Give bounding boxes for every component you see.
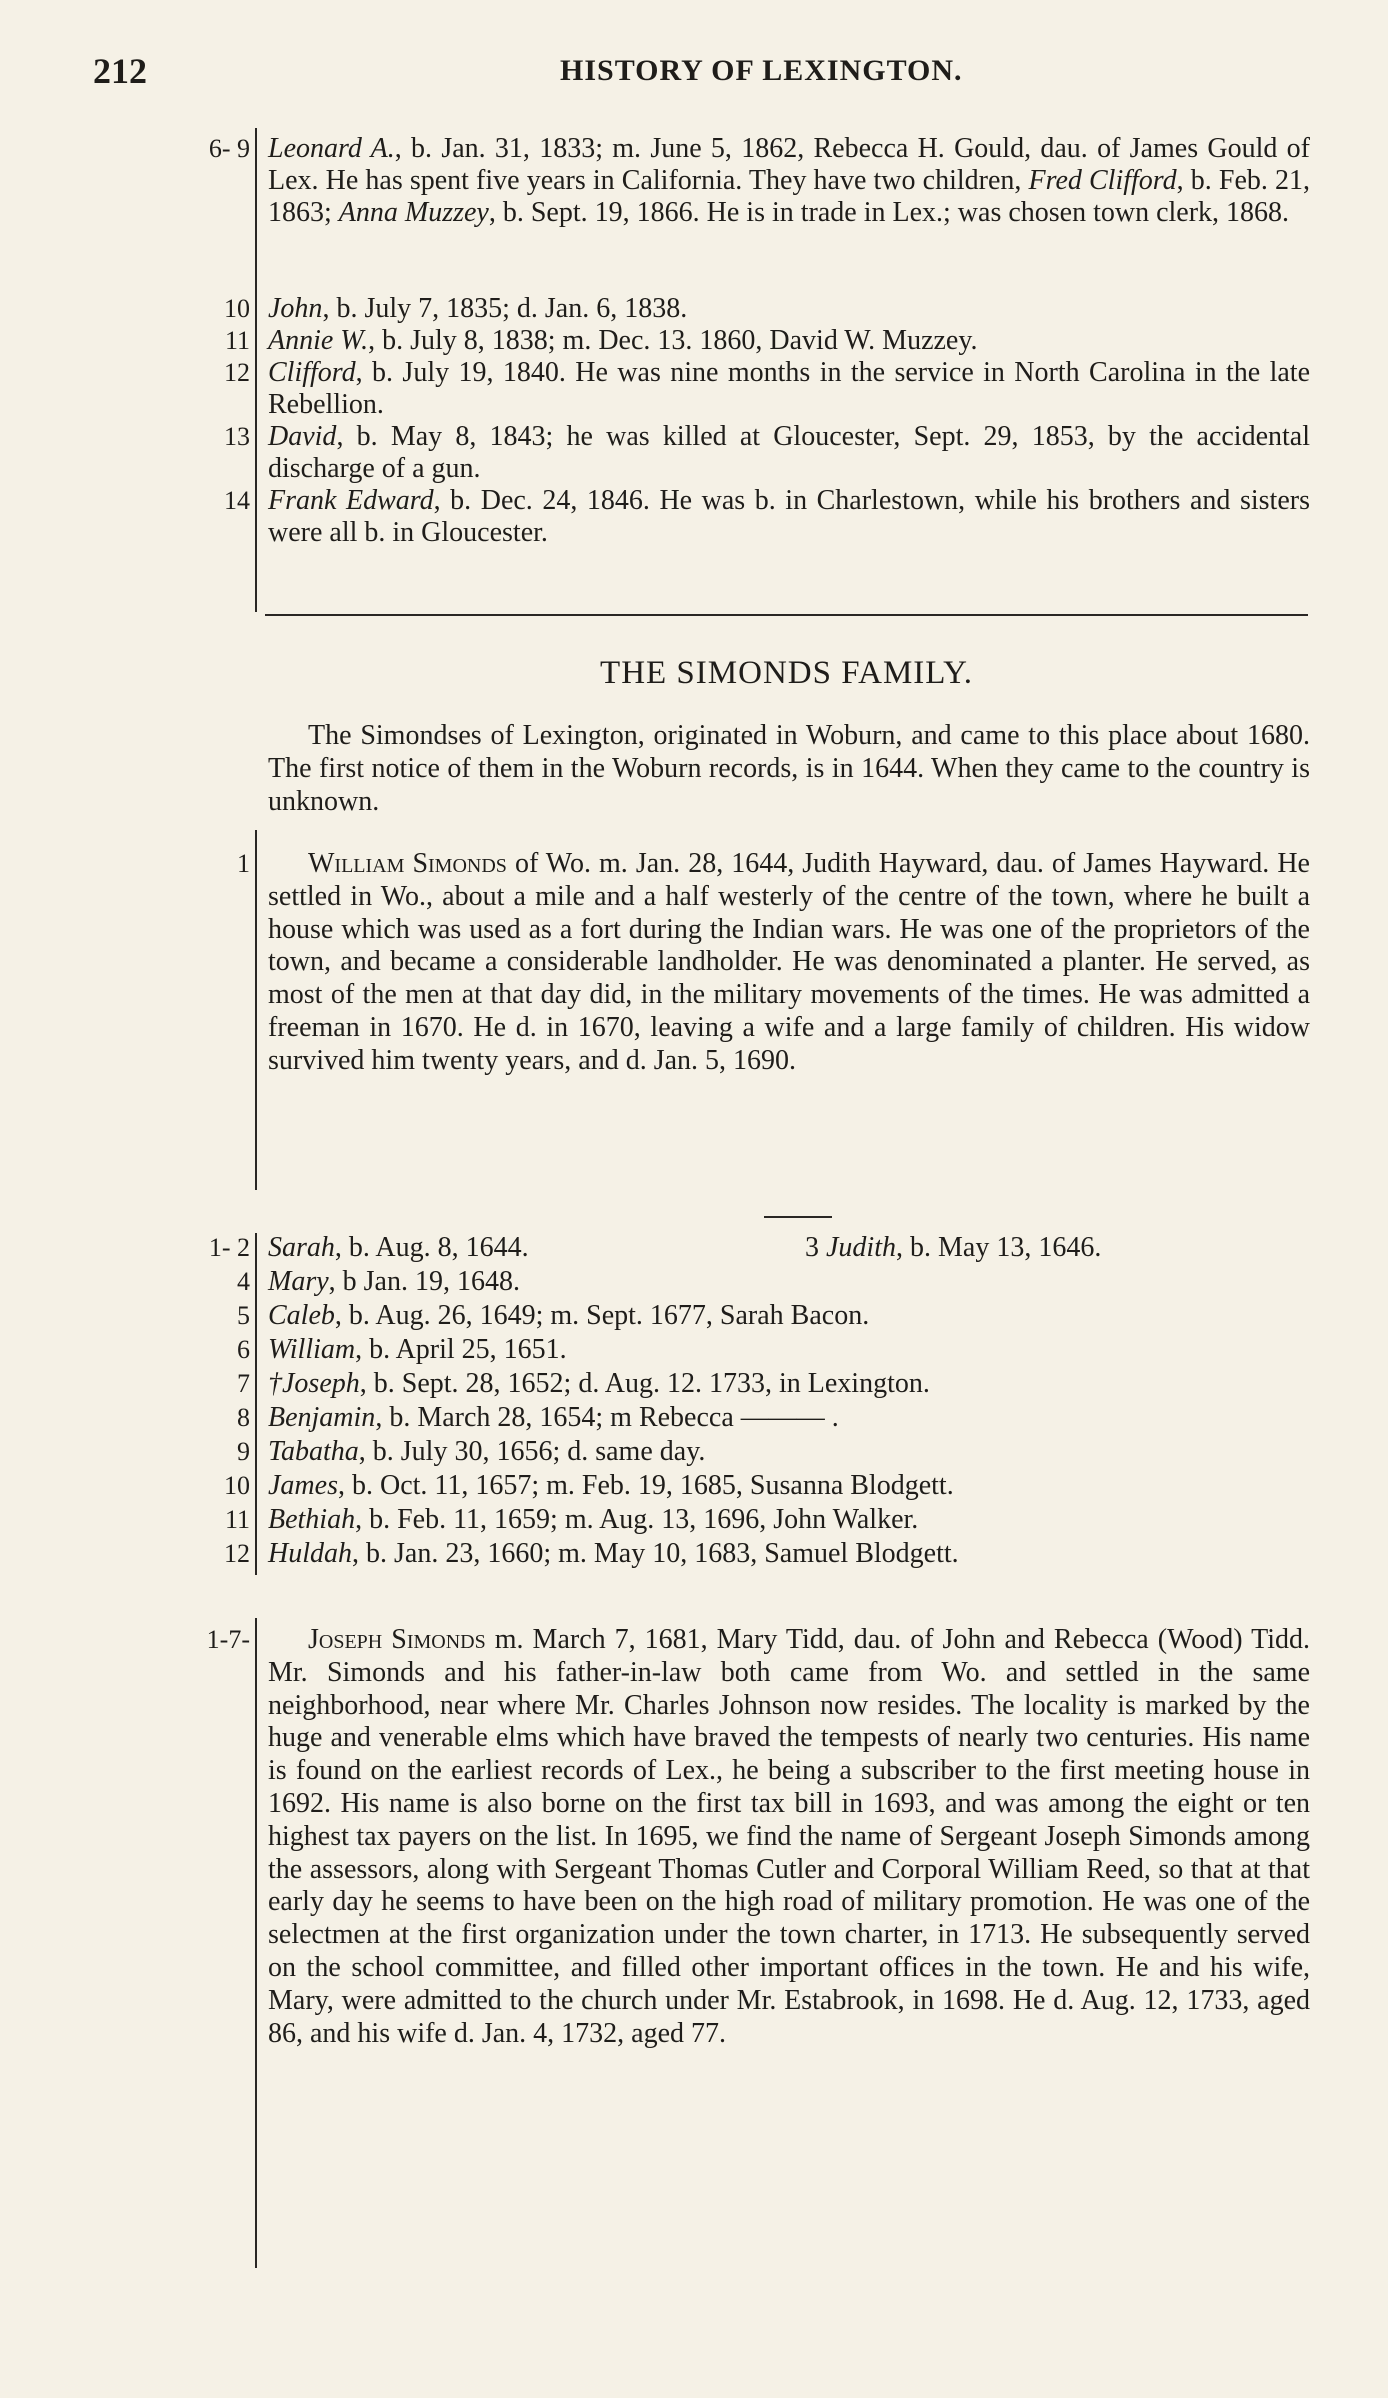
child-number: 8 — [237, 1403, 250, 1432]
entry-number: 12 — [224, 358, 250, 387]
william-paragraph: William Simonds of Wo. m. Jan. 28, 1644, Judith Hayward, dau. of James Hayward. He settled in Wo., about a mile and a half westerly of the centre of the town, where he built a house which was used as a fort during the Indian wars. He was one of the proprietors of the town, and became a considerable landholder. He was denominated a planter. He served, as most of the men at that day did, in the military movements of the times. He was admitted a freeman in 1670. He d. in 1670, leaving a wife and a large family of children. His widow survived him twenty years, and d. Jan. 5, 1690. — [268, 848, 1310, 1076]
child-number: 12 — [224, 1539, 250, 1568]
child-number: 6 — [237, 1335, 250, 1364]
child-number: 7 — [237, 1369, 250, 1398]
short-divider — [764, 1216, 832, 1218]
person-name: William Simonds — [308, 848, 507, 879]
entry-number: 14 — [224, 486, 250, 515]
person-name: John — [268, 293, 323, 324]
person-name: Joseph Simonds — [308, 1624, 486, 1655]
person-name: Clifford — [268, 357, 356, 388]
margin-rule-mid — [255, 830, 257, 1190]
child-number: 1- 2 — [208, 1233, 250, 1262]
margin-rule-children — [255, 1233, 257, 1575]
child-entry: Caleb, b. Aug. 26, 1649; m. Sept. 1677, Sarah Bacon. — [268, 1300, 870, 1331]
genealogy-entry: Annie W., b. July 8, 1838; m. Dec. 13. 1860, David W. Muzzey. — [268, 325, 978, 356]
running-head: HISTORY OF LEXINGTON. — [560, 54, 963, 87]
genealogy-entry: Leonard A., b. Jan. 31, 1833; m. June 5, 1862, Rebecca H. Gould, dau. of James Gould of Lex. He has spent five years in California. They have two children, Fred Clifford, b. Feb. 21, 1863; Anna Muzzey, b. Sept. 19, 1866. He is in trade in Lex.; was chosen town clerk, 1868. — [268, 133, 1310, 228]
child-number: 4 — [237, 1267, 250, 1296]
person-name: Annie W. — [268, 325, 369, 356]
child-number: 5 — [237, 1301, 250, 1330]
child-entry: †Joseph, b. Sept. 28, 1652; d. Aug. 12. 1733, in Lexington. — [268, 1368, 930, 1399]
entry-number: 10 — [224, 294, 250, 323]
section-title: THE SIMONDS FAMILY. — [600, 655, 973, 691]
child-entry-col2: 3 Judith, b. May 13, 1646. — [805, 1232, 1102, 1263]
page-number: 212 — [93, 51, 147, 91]
child-number: 11 — [224, 1505, 250, 1534]
joseph-paragraph: Joseph Simonds m. March 7, 1681, Mary Tidd, dau. of John and Rebecca (Wood) Tidd. Mr. Simonds and his father-in-law both came from Wo. and settled in the same neighborhood, near where Mr. Charles Johnson now resides. The locality is marked by the huge and venerable elms which have braved the tempests of nearly two centuries. His name is found on the earliest records of Lex., he being a subscriber to the first meeting house in 1692. His name is also borne on the first tax bill in 1693, and was among the eight or ten highest tax payers on the list. In 1695, we find the name of Sergeant Joseph Simonds among the assessors, along with Sergeant Thomas Cutler and Corporal William Reed, so that at that early day he seems to have been on the high road of military promotion. He was one of the selectmen at the first organization under the town charter, in 1713. He subsequently served on the school committee, and filled other important offices in the town. He and his wife, Mary, were admitted to the church under Mr. Estabrook, in 1698. He d. Aug. 12, 1733, aged 86, and his wife d. Jan. 4, 1732, aged 77. — [268, 1624, 1310, 2049]
child-number: 9 — [237, 1437, 250, 1466]
entry-number: 1 — [237, 849, 250, 878]
person-name: Frank Edward — [268, 485, 434, 516]
child-entry: Sarah, b. Aug. 8, 1644. — [268, 1232, 529, 1263]
child-number: 10 — [224, 1471, 250, 1500]
genealogy-entry: David, b. May 8, 1843; he was killed at Gloucester, Sept. 29, 1853, by the accidental discharge of a gun. — [268, 421, 1310, 484]
intro-paragraph: The Simondses of Lexington, originated in Woburn, and came to this place about 1680. The first notice of them in the Woburn records, is in 1644. When they came to the country is unknown. — [268, 720, 1310, 817]
entry-number: 1-7- — [206, 1625, 250, 1654]
child-entry: Benjamin, b. March 28, 1654; m Rebecca ——— . — [268, 1402, 839, 1433]
entry-number: 6- 9 — [208, 134, 250, 163]
section-divider — [265, 614, 1308, 616]
child-entry: Huldah, b. Jan. 23, 1660; m. May 10, 1683, Samuel Blodgett. — [268, 1538, 959, 1569]
genealogy-entry: John, b. July 7, 1835; d. Jan. 6, 1838. — [268, 293, 688, 324]
child-entry: James, b. Oct. 11, 1657; m. Feb. 19, 1685, Susanna Blodgett. — [268, 1470, 954, 1501]
margin-rule-top — [255, 128, 257, 612]
person-name: Leonard A. — [268, 133, 395, 164]
child-entry: Mary, b Jan. 19, 1648. — [268, 1266, 520, 1297]
child-entry: Bethiah, b. Feb. 11, 1659; m. Aug. 13, 1696, John Walker. — [268, 1504, 919, 1535]
margin-rule-joseph — [255, 1618, 257, 2268]
entry-number: 11 — [224, 326, 250, 355]
entry-number: 13 — [224, 422, 250, 451]
person-name: David — [268, 421, 337, 452]
genealogy-entry: Frank Edward, b. Dec. 24, 1846. He was b. in Charlestown, while his brothers and sisters were all b. in Gloucester. — [268, 485, 1310, 548]
child-entry: Tabatha, b. July 30, 1656; d. same day. — [268, 1436, 706, 1467]
genealogy-entry: Clifford, b. July 19, 1840. He was nine months in the service in North Carolina in the late Rebellion. — [268, 357, 1310, 420]
child-entry: William, b. April 25, 1651. — [268, 1334, 567, 1365]
